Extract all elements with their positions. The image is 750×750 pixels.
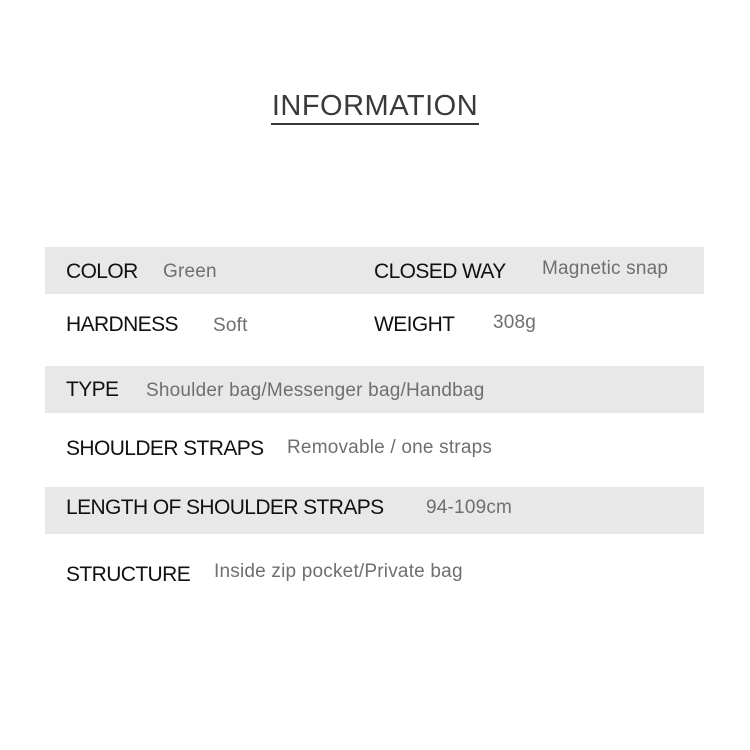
structure-value: Inside zip pocket/Private bag <box>214 561 463 582</box>
structure-label: STRUCTURE <box>66 563 191 586</box>
hardness-value: Soft <box>213 315 248 336</box>
shoulder-straps-value: Removable / one straps <box>287 437 493 458</box>
color-label: COLOR <box>66 260 138 283</box>
closed-way-value: Magnetic snap <box>542 258 669 279</box>
color-value: Green <box>163 261 217 282</box>
length-label: LENGTH OF SHOULDER STRAPS <box>66 496 384 519</box>
shoulder-straps-label: SHOULDER STRAPS <box>66 437 264 460</box>
page-title-wrap <box>0 90 750 125</box>
hardness-label: HARDNESS <box>66 313 178 336</box>
type-value: Shoulder bag/Messenger bag/Handbag <box>146 380 485 401</box>
page-title: INFORMATION <box>271 90 479 125</box>
length-value: 94-109cm <box>426 497 513 518</box>
closed-way-label: CLOSED WAY <box>374 260 506 283</box>
weight-value: 308g <box>493 312 537 333</box>
weight-label: WEIGHT <box>374 313 455 336</box>
type-label: TYPE <box>66 378 119 401</box>
